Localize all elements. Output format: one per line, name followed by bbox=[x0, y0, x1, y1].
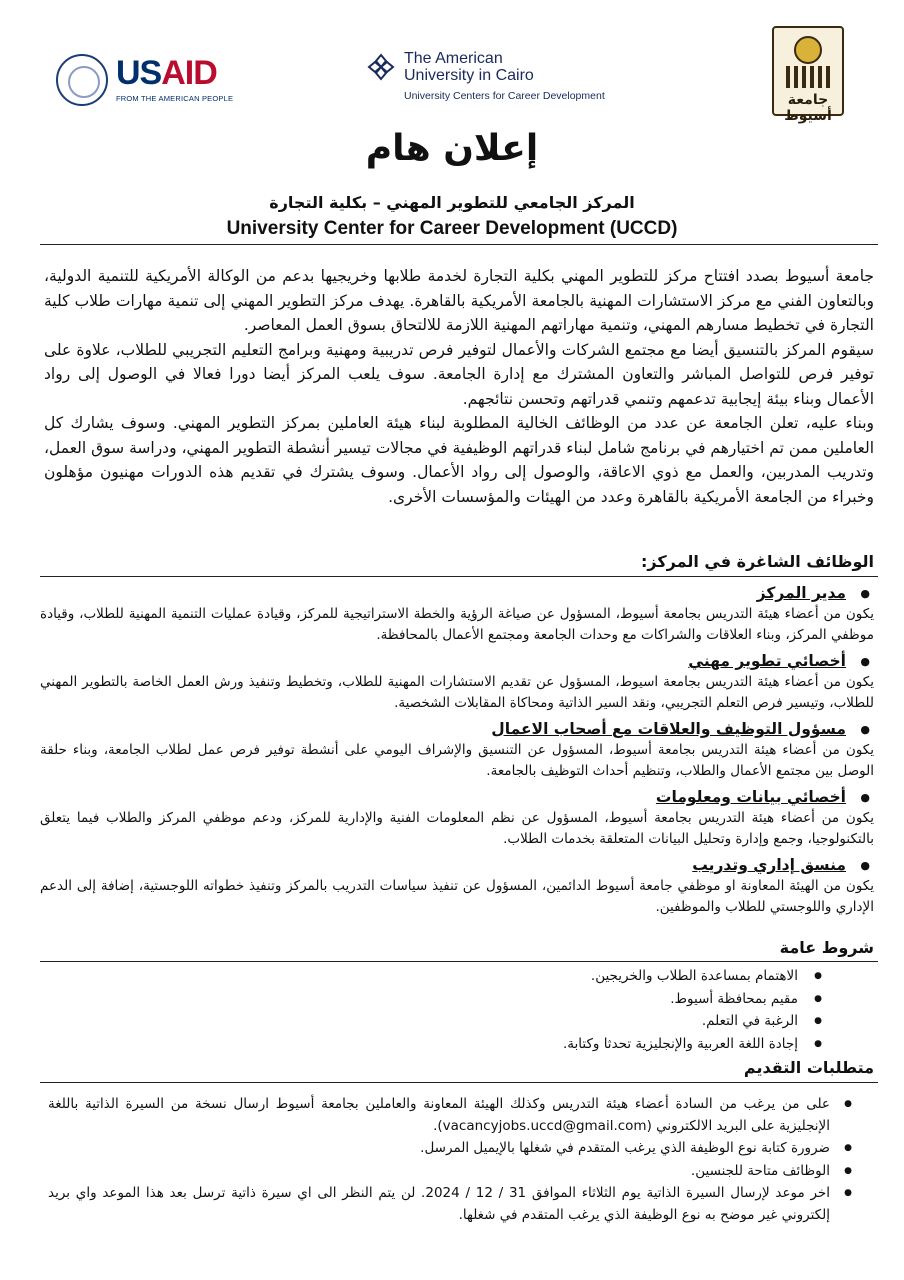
list-item bbox=[40, 582, 874, 646]
usaid-logo bbox=[56, 54, 246, 104]
job-description: يكون من الهيئة المعاونة او موظفي جامعة أسيوط الدائمين، المسؤول عن تنفيذ سياسات التدريب بالمركز وتنفيذ خطواته اللوجستية، إضافة إلى الدعم الإداري واللوجستي للطلاب والموظفين. bbox=[40, 878, 874, 915]
list-item: ● إجادة اللغة العربية والإنجليزية تحدثا وكتابة. bbox=[40, 1033, 848, 1056]
page-title: إعلان هام bbox=[365, 128, 539, 169]
job-description: يكون من أعضاء هيئة التدريس بجامعة اسيوط، المسؤول عن تقديم الاستشارات المهنية للطلاب، وتخطيط وتنفيذ ورش العمل الخاصة بالتطوير المهني للطلاب، وتيسير فرص التعلم التجريبي، ونقد السير الذاتية ومحاكاة المقابلات الشخصية. bbox=[40, 674, 874, 711]
list-item: ● مقيم بمحافظة أسيوط. bbox=[40, 988, 848, 1011]
usaid-wordmark: USAID bbox=[116, 54, 217, 92]
jobs-list bbox=[40, 582, 874, 922]
conditions-divider bbox=[40, 961, 878, 962]
pillars-icon bbox=[782, 62, 834, 90]
title-divider bbox=[40, 244, 878, 245]
usaid-tagline: FROM THE AMERICAN PEOPLE bbox=[116, 94, 234, 103]
requirements-heading: متطلبات التقديم bbox=[743, 1058, 874, 1077]
list-item bbox=[40, 786, 874, 850]
requirements-divider bbox=[40, 1082, 878, 1083]
intro-paragraph: جامعة أسيوط بصدد افتتاح مركز للتطوير المهني بكلية التجارة لخدمة طلابها وخريجيها بدعم من الوكالة الأمريكية للتنمية الدولية، وبالتعاون الفني مع مركز الاستشارات المهنية بالجامعة الأمريكية بالقاهرة. يهدف مركز التطوير المهني إلى تنمية مهارات طلاب كلية التجارة في تخطيط مسارهم المهني، وتنمية مهاراتهم المهنية اللازمة للالتحاق بسوق العمل المعاصر. bbox=[44, 267, 874, 334]
list-item bbox=[40, 718, 874, 782]
job-title: ● مدير المركز bbox=[40, 582, 874, 604]
jobs-divider bbox=[40, 576, 878, 577]
job-description: يكون من أعضاء هيئة التدريس بجامعة أسيوط، المسؤول عن التنسيق والإشراف اليومي على أنشطة توفير فرص عمل لطلاب الجامعة، وبناء حلقة الوصل بين مجتمع الأعمال والطلاب، وتنظيم أحداث التوظيف بالجامعة. bbox=[40, 742, 874, 779]
list-item: ● الاهتمام بمساعدة الطلاب والخريجين. bbox=[40, 965, 848, 988]
intro-paragraph: وبناء عليه، تعلن الجامعة عن عدد من الوظائف الخالية المطلوبة لبناء هيئة العاملين بمركز التطوير المهني. وسوف يشارك كل العاملين ممن تم اختيارهم في برنامج شامل لبناء قدراتهم الوظيفية في مجالات تيسير أنشطة التطوير المهني، ودراسة سوق العمل، وتدريب المدربين، والعمل مع ذوي الاعاقة، والوصول إلى رواد الأعمال. وسوف يشترك في تقديم هذه الدورات مهنيون مؤهلون وخبراء من الجامعة الأمريكية بالقاهرة وعدد من الهيئات والمؤسسات الأخرى. bbox=[44, 414, 874, 506]
auc-subtitle: University Centers for Career Development bbox=[404, 90, 605, 102]
subtitle-arabic: المركز الجامعي للتطوير المهني – بكلية التجارة bbox=[269, 193, 635, 212]
requirements-list bbox=[48, 1094, 858, 1227]
list-item: ● ضرورة كتابة نوع الوظيفة الذي يرغب المتقدم في شغلها بالإيميل المرسل. bbox=[48, 1138, 858, 1160]
list-item: ● اخر موعد لإرسال السيرة الذاتية يوم الثلاثاء الموافق 31 / 12 / 2024. لن يتم النظر الى اي سيرة ذاتية ترسل بعد هذا الموعد واي بريد إلكتروني غير موضح به نوع الوظيفة الذي يرغب المتقدم في شغلها. bbox=[48, 1183, 858, 1226]
job-description: يكون من أعضاء هيئة التدريس بجامعة أسيوط، المسؤول عن صياغة الرؤية والخطة الاستراتيجية للمركز، وقيادة عمليات التنمية المهنية للطلاب، وقيادة موظفي المركز، وبناء العلاقات والشراكات مع وحدات الجامعة ومجتمع الأعمال بالمحافظة. bbox=[40, 606, 874, 643]
auc-name: The American University in Cairo bbox=[404, 50, 534, 84]
assiut-logo-text: جامعة أسيوط bbox=[784, 92, 832, 124]
intro-text bbox=[44, 264, 874, 509]
job-title: ● أخصائي تطوير مهني bbox=[40, 650, 874, 672]
intro-paragraph: سيقوم المركز بالتنسيق أيضا مع مجتمع الشركات والأعمال لتوفير فرص تدريبية ومهنية وبرامج التعليم التجريبي للطلاب، علاوة على توفير فرص للتواصل المباشر والتعاون المشترك مع إدارة الجامعة. سوف يلعب المركز أيضا دورا فعالا في الوصول إلى رواد الأعمال وبناء بيئة إيجابية تدعمهم وتنمي قدراتهم وتحسن نتائجهم. bbox=[44, 340, 874, 408]
assiut-university-logo bbox=[772, 26, 844, 124]
list-item: ● على من يرغب من السادة أعضاء هيئة التدريس وكذلك الهيئة المعاونة والعاملين بجامعة أسيوط ارسال نسخة من السيرة الذاتية باللغة الإنجليزية على البريد الالكتروني (vacancyjobs.uccd@gmail.com). bbox=[48, 1094, 858, 1137]
list-item bbox=[40, 650, 874, 714]
job-description: يكون من أعضاء هيئة التدريس بجامعة أسيوط، المسؤول عن نظم المعلومات الفنية والإدارية للمركز، ودعم موظفي المركز والطلاب فيما يتعلق بالتكنولوجيا، وجمع وإدارة وتحليل البيانات المتعلقة بخدمات الطلاب. bbox=[40, 810, 874, 847]
conditions-heading: شروط عامة bbox=[779, 938, 874, 957]
conditions-list bbox=[40, 965, 848, 1055]
job-title: ● مسؤول التوظيف والعلاقات مع أصحاب الاعمال bbox=[40, 718, 874, 740]
list-item: ● الوظائف متاحة للجنسين. bbox=[48, 1161, 858, 1183]
job-title: ● أخصائي بيانات ومعلومات bbox=[40, 786, 874, 808]
auc-logo bbox=[366, 50, 656, 110]
jobs-heading: الوظائف الشاغرة في المركز: bbox=[641, 552, 874, 571]
logo-header bbox=[0, 0, 904, 124]
sun-icon bbox=[794, 36, 822, 64]
usaid-seal-icon bbox=[56, 54, 108, 106]
subtitle-english: University Center for Career Development (UCCD) bbox=[226, 218, 678, 239]
auc-emblem-icon bbox=[366, 52, 396, 82]
list-item: ● الرغبة في التعلم. bbox=[40, 1010, 848, 1033]
list-item bbox=[40, 854, 874, 918]
job-title: ● منسق إداري وتدريب bbox=[40, 854, 874, 876]
